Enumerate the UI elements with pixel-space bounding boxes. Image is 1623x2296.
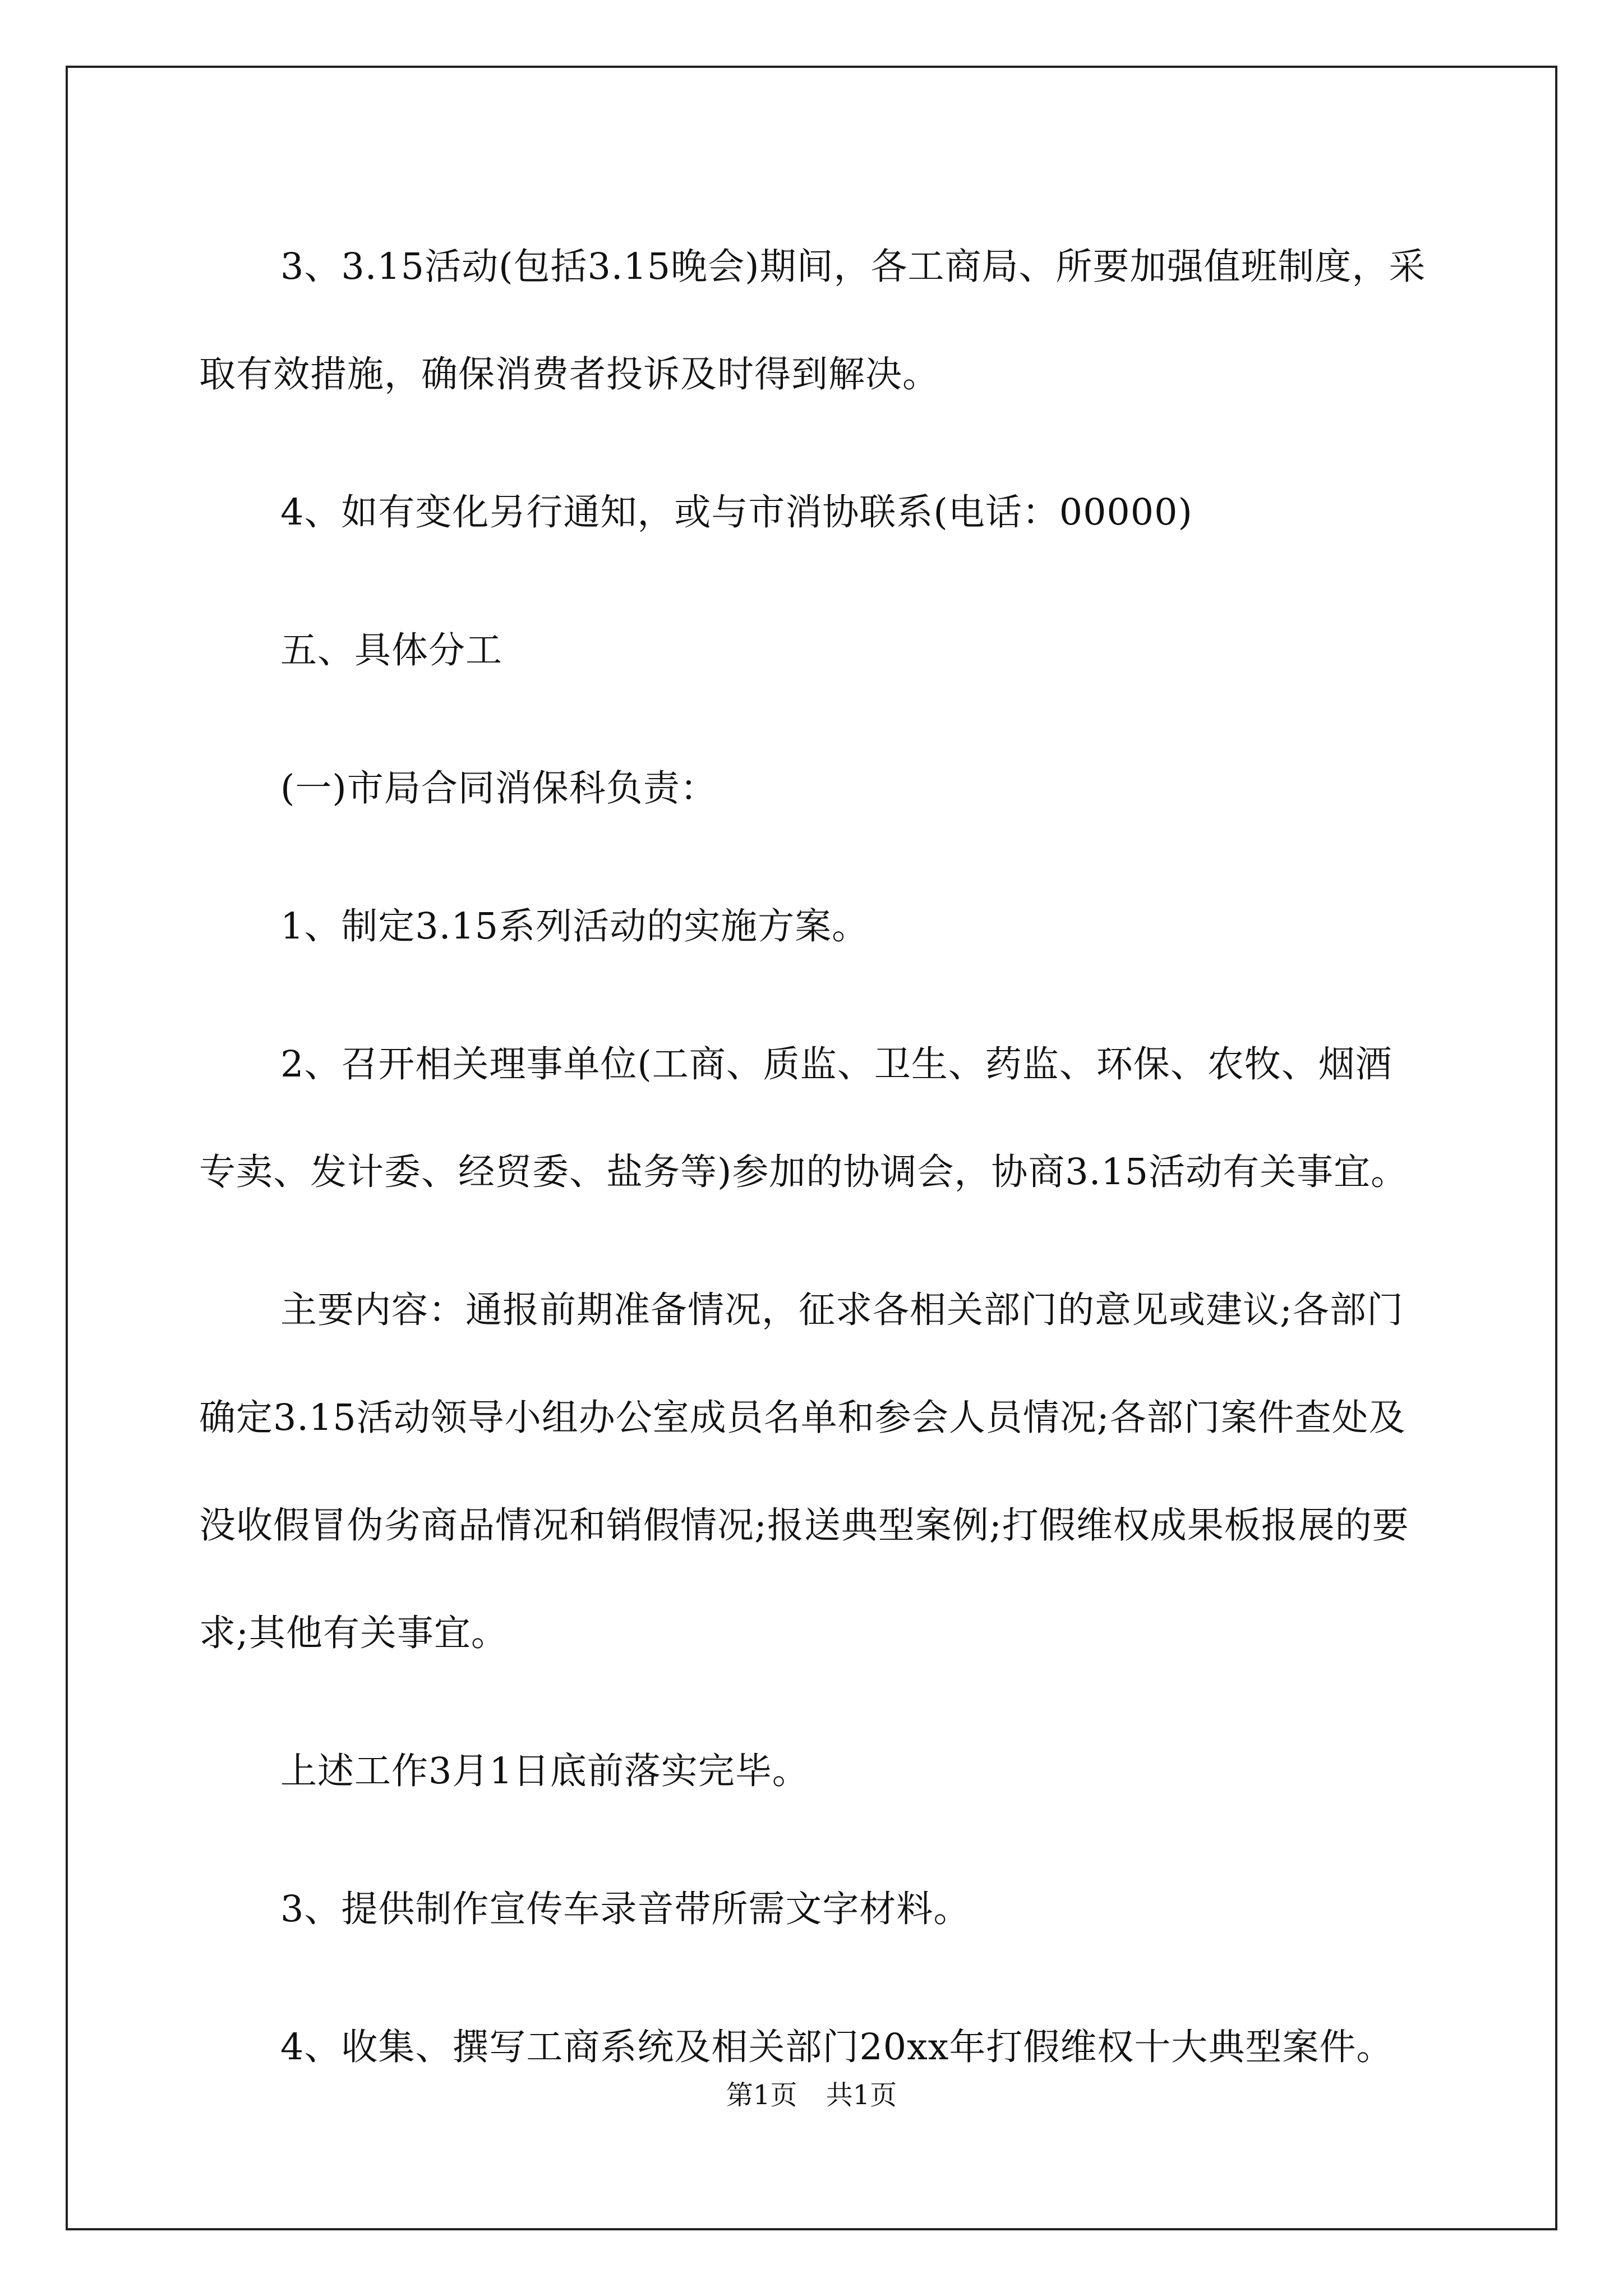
page-number: 第1页 [726,2079,797,2111]
paragraph: 4、如有变化另行通知，或与市消协联系(电话：00000) [280,491,1193,533]
page-total: 共1页 [826,2079,897,2111]
paragraph: 上述工作3月1日底前落实完毕。 [280,1750,809,1792]
page-footer [0,2076,1623,2115]
paragraph: 3、3.15活动(包括3.15晚会)期间，各工商局、所要加强值班制度，采取有效措施，确保消费者投诉及时得到解决。 [199,246,1426,395]
paragraph: 主要内容：通报前期准备情况，征求各相关部门的意见或建议;各部门确定3.15活动领导小组办公室成员名单和参会人员情况;各部门案件查处及没收假冒伪劣商品情况和销假情况;报送典型案例;打假维权成果板报展的要求;其他有关事宜。 [199,1289,1409,1654]
paragraph: 五、具体分工 [280,629,503,671]
paragraph: 1、制定3.15系列活动的实施方案。 [280,905,869,947]
document-body [199,213,1426,2132]
paragraph: 4、收集、撰写工商系统及相关部门20xx年打假维权十大典型案件。 [280,2026,1394,2068]
paragraph: 3、提供制作宣传车录音带所需文字材料。 [280,1888,971,1930]
paragraph: 2、召开相关理事单位(工商、质监、卫生、药监、环保、农牧、烟酒专卖、发计委、经贸委、盐务等)参加的协调会，协商3.15活动有关事宜。 [199,1043,1408,1193]
paragraph: (一)市局合同消保科负责： [280,767,717,809]
